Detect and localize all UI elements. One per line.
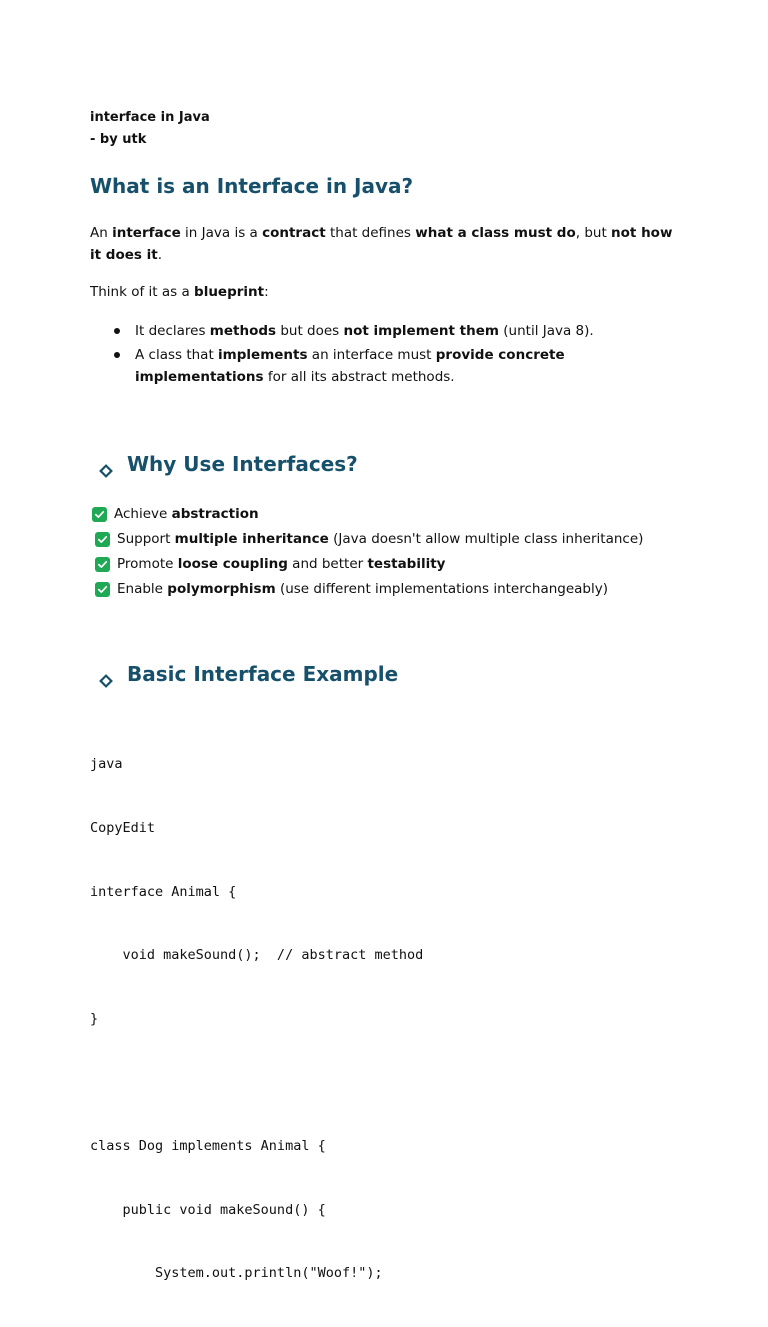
code-block — [90, 712, 423, 1327]
bullet-dot-icon — [114, 352, 120, 358]
code-line: System.out.println("Woof!"); — [90, 1265, 383, 1282]
code-line — [90, 1072, 423, 1093]
checklist-item — [92, 528, 643, 550]
bullet-text: A class that implements an interface must provide concrete implementations for all its abstract methods. — [135, 347, 565, 385]
code-line: } — [90, 1010, 99, 1027]
checklist-item — [92, 503, 643, 525]
bullet-item — [90, 320, 690, 342]
section-heading-why-use-interfaces — [98, 450, 358, 478]
checklist-item — [92, 553, 643, 575]
code-line: interface Animal { — [90, 883, 237, 900]
checklist-text: Promote loose coupling and better testability — [117, 556, 446, 572]
document-title: interface in Java — [90, 110, 210, 125]
diamond-icon — [99, 667, 113, 681]
checklist-text: Achieve abstraction — [114, 506, 259, 522]
code-line: public void makeSound() { — [90, 1201, 326, 1218]
check-mark-icon — [92, 507, 107, 522]
section-heading-basic-example — [98, 660, 398, 688]
code-line: void makeSound(); // abstract method — [90, 947, 424, 964]
checklist-text: Enable polymorphism (use different implementations interchangeably) — [117, 581, 609, 597]
document-byline: - by utk — [90, 132, 147, 147]
heading-text: Why Use Interfaces? — [127, 452, 358, 476]
check-mark-icon — [95, 557, 110, 572]
bullet-dot-icon — [114, 328, 120, 334]
blueprint-bullet-list — [90, 320, 690, 390]
section-heading-what-is-interface: What is an Interface in Java? — [90, 174, 414, 198]
code-line: CopyEdit — [90, 820, 156, 836]
check-mark-icon — [95, 582, 110, 597]
checklist-text: Support multiple inheritance (Java doesn't allow multiple class inheritance) — [117, 531, 644, 547]
heading-text: Basic Interface Example — [127, 662, 399, 686]
code-line: class Dog implements Animal { — [90, 1137, 326, 1154]
checklist-item — [92, 578, 643, 600]
diamond-icon — [99, 457, 113, 471]
bullet-text: It declares methods but does not implement them (until Java 8). — [135, 323, 594, 339]
code-line: java — [90, 756, 123, 773]
intro-paragraph: An interface in Java is a contract that defines what a class must do, but not how it does it. — [90, 225, 673, 263]
blueprint-paragraph: Think of it as a blueprint: — [90, 284, 269, 300]
bullet-item — [90, 344, 690, 388]
check-mark-icon — [95, 532, 110, 547]
benefits-checklist — [92, 503, 643, 603]
